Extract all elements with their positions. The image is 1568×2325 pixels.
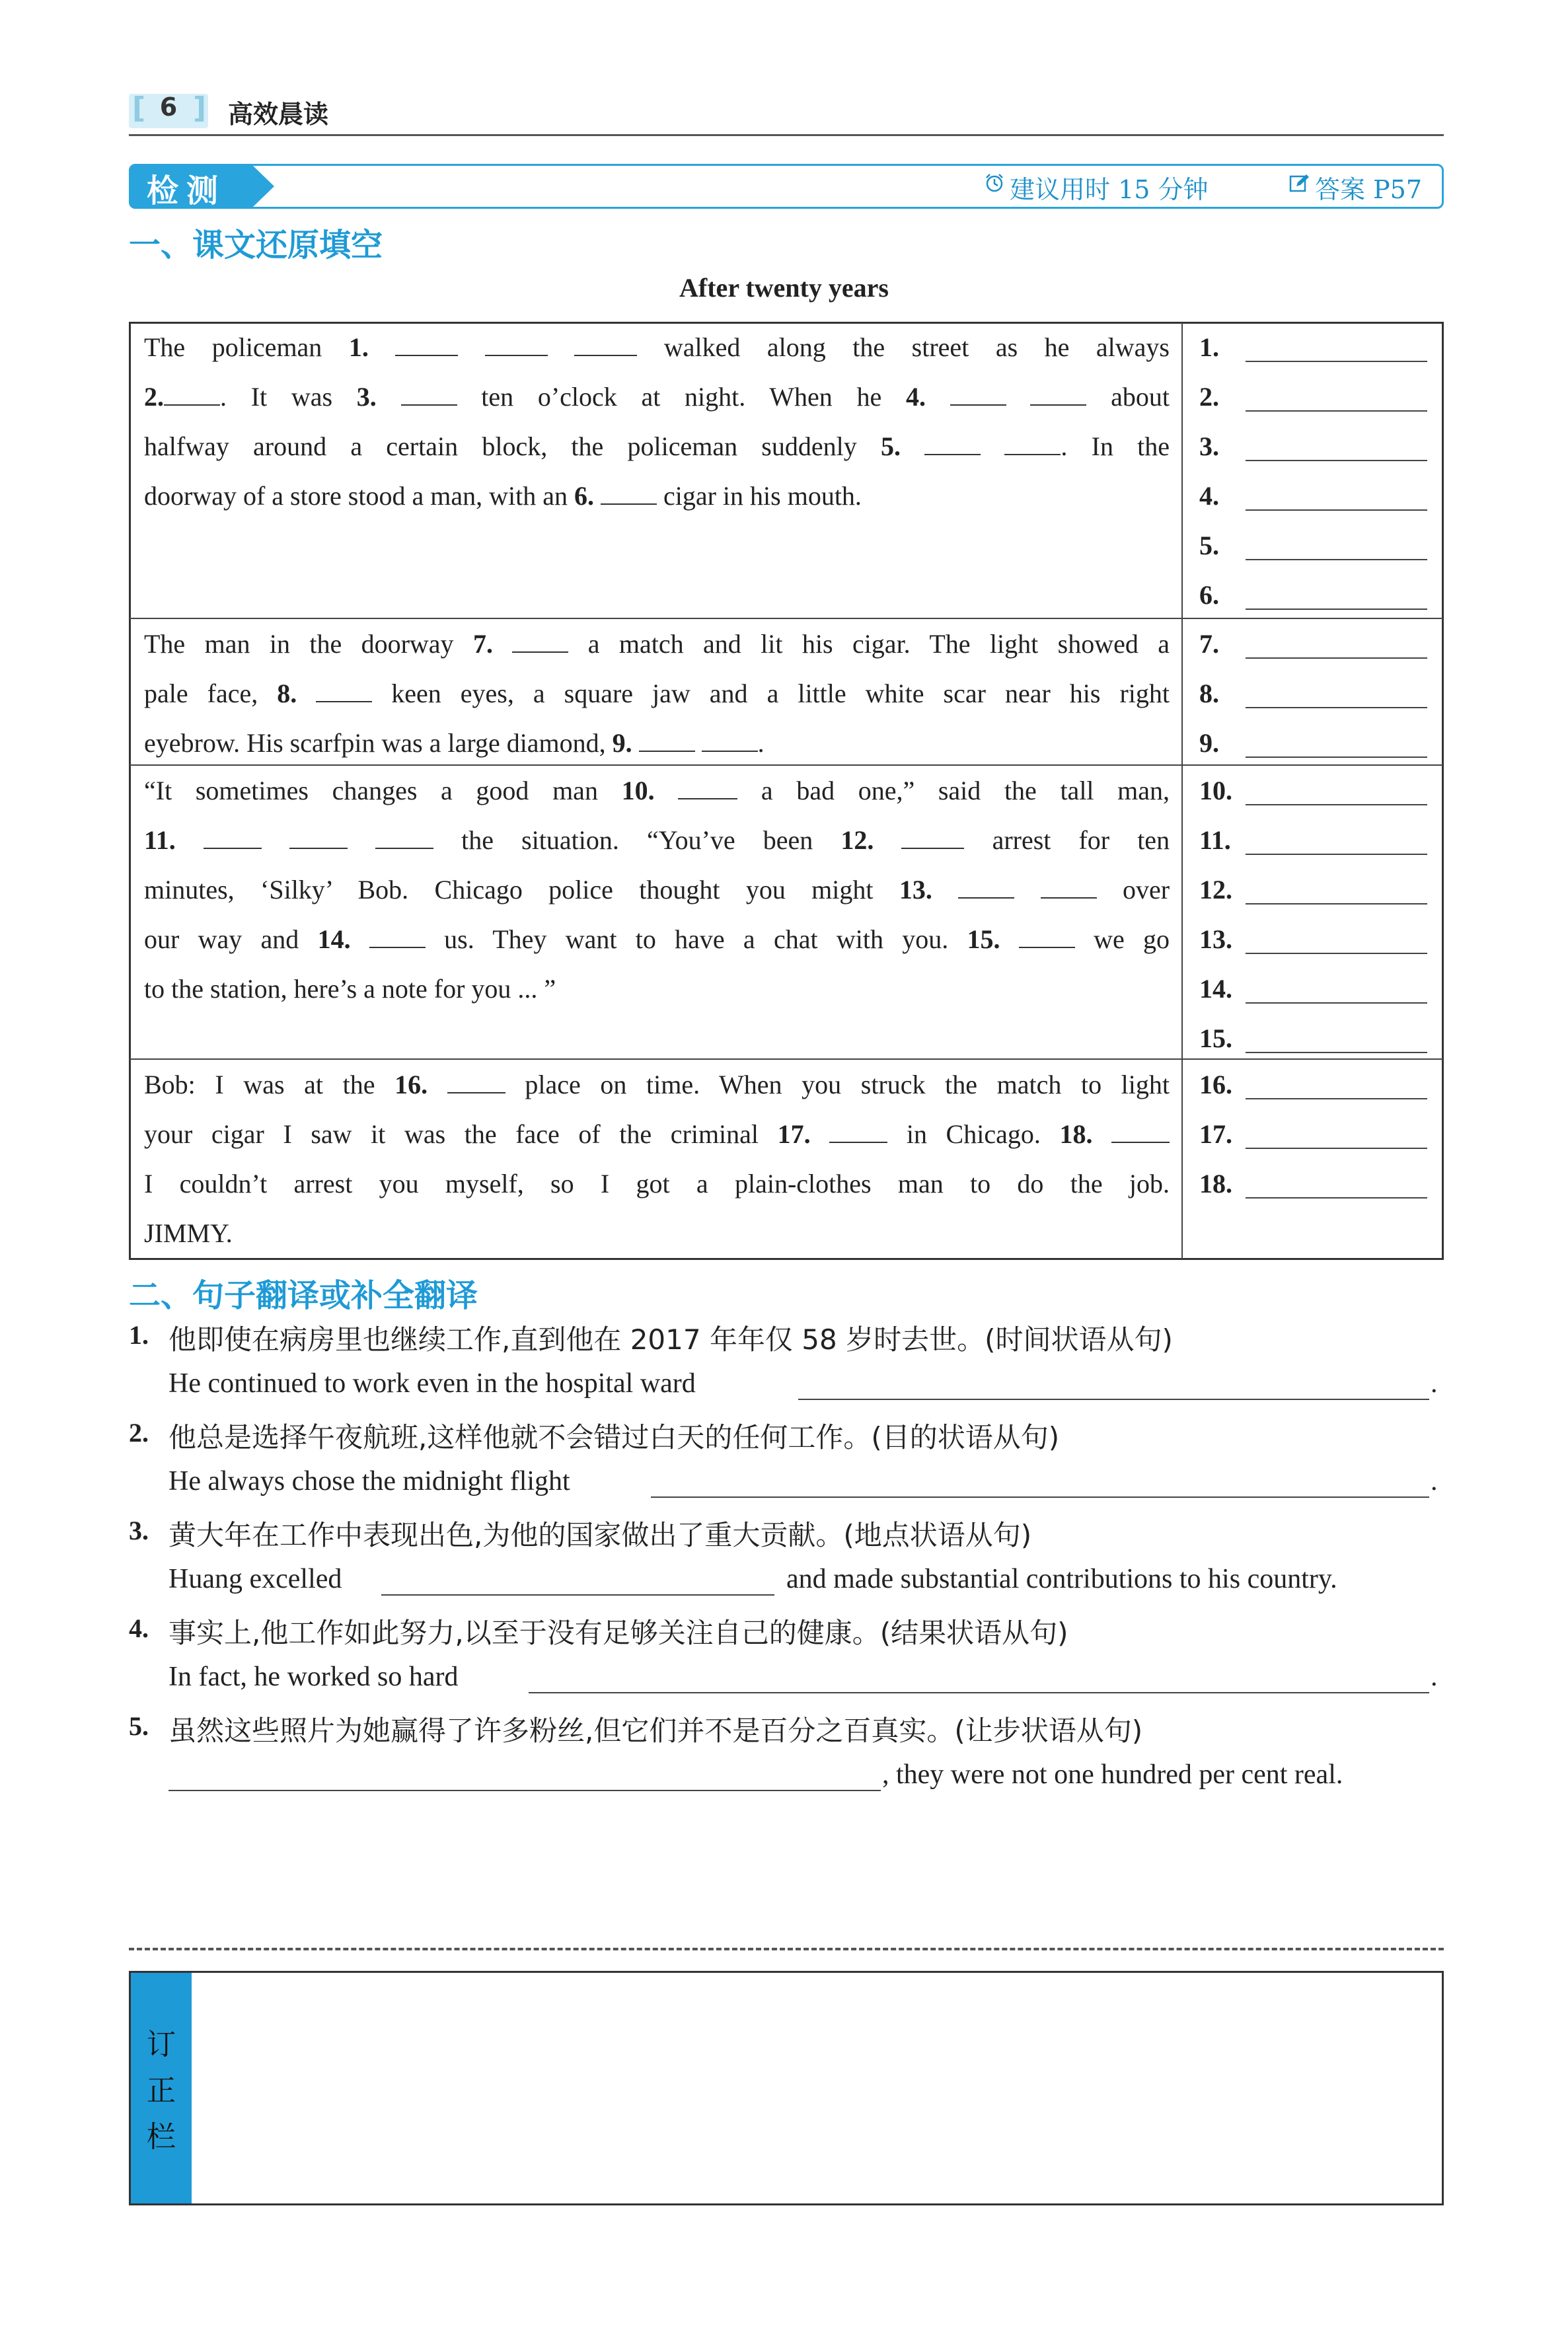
answer-line[interactable] [529, 1692, 1429, 1693]
blank[interactable] [1019, 927, 1075, 948]
blank[interactable] [1041, 877, 1097, 899]
answer-blank[interactable] [1246, 707, 1427, 708]
answer-reference: 答案 P57 [1315, 175, 1423, 204]
answer-label: 8. [1199, 679, 1219, 708]
answer-label: 14. [1199, 974, 1232, 1004]
blank[interactable] [289, 828, 348, 849]
passage-line: eyebrow. His scarfpin was a large diamond, 9. . [144, 728, 765, 758]
answer-label: 1. [1199, 332, 1219, 362]
answer-blank[interactable] [1246, 361, 1427, 362]
section1-title: 一、课文还原填空 [129, 227, 383, 264]
blank[interactable] [601, 484, 657, 505]
passage-line: minutes, ‘Silky’ Bob. Chicago police thought you might 13. over [144, 875, 1170, 904]
blank[interactable] [950, 385, 1006, 406]
blank[interactable] [639, 731, 695, 752]
blank[interactable] [1030, 385, 1086, 406]
passage-line: 2. . It was 3. ten o’clock at night. When he 4. about [144, 382, 1170, 412]
passage-row-3 [144, 766, 1170, 1014]
answer-label: 18. [1199, 1169, 1232, 1199]
answer-line[interactable] [798, 1399, 1429, 1400]
answer-blank[interactable] [1246, 1098, 1427, 1099]
answer-blank[interactable] [1246, 1052, 1427, 1053]
blank[interactable] [204, 828, 262, 849]
blank[interactable] [375, 828, 433, 849]
blank[interactable] [395, 335, 458, 356]
answer-label: 6. [1199, 580, 1219, 610]
passage-row-4 [144, 1060, 1170, 1258]
passage-title: After twenty years [679, 273, 889, 303]
blank[interactable] [316, 681, 372, 702]
answer-label: 4. [1199, 481, 1219, 511]
answer-blank[interactable] [1246, 559, 1427, 560]
answer-line[interactable] [381, 1594, 774, 1596]
blank[interactable] [512, 632, 568, 653]
answer-label: 10. [1199, 776, 1232, 805]
answer-blank[interactable] [1246, 1002, 1427, 1004]
blank[interactable] [485, 335, 548, 356]
header-title: 高效晨读 [228, 100, 329, 129]
answer-label: 15. [1199, 1023, 1232, 1053]
table-column-divider [1181, 322, 1183, 1259]
correction-label: 订 正 栏 [147, 2028, 176, 2154]
edit-icon [1288, 173, 1310, 194]
blank[interactable] [678, 778, 737, 799]
test-banner [129, 164, 1444, 209]
passage-line: “It sometimes changes a good man 10. a bad one,” said the tall man, [144, 776, 1170, 805]
passage-line: 11. the situation. “You’ve been 12. arrest for ten [144, 825, 1170, 855]
answer-label: 2. [1199, 382, 1219, 412]
answer-label: 9. [1199, 728, 1219, 758]
passage-line: The policeman 1. walked along the street as he always [144, 332, 1170, 362]
blank[interactable] [401, 385, 457, 406]
answer-blank[interactable] [1246, 460, 1427, 461]
passage-line: halfway around a certain block, the policeman suddenly 5. . In the [144, 431, 1170, 461]
alarm-clock-icon [985, 173, 1004, 193]
blank[interactable] [1111, 1122, 1170, 1143]
time-hint: 建议用时 15 分钟 [1010, 175, 1209, 204]
blank[interactable] [164, 385, 220, 406]
blank[interactable] [958, 877, 1014, 899]
answer-blank[interactable] [1246, 657, 1427, 659]
blank[interactable] [702, 731, 758, 752]
header-rule [129, 134, 1444, 136]
answer-blank[interactable] [1246, 1148, 1427, 1149]
answer-line[interactable] [651, 1496, 1429, 1498]
passage-line: your cigar I saw it was the face of the criminal 17. in Chicago. 18. [144, 1109, 1170, 1159]
blank[interactable] [447, 1072, 505, 1093]
bracket-right: ] [193, 91, 207, 125]
banner-label: 检测 [147, 172, 227, 209]
blank[interactable] [829, 1122, 887, 1143]
section2-title: 二、句子翻译或补全翻译 [129, 1277, 478, 1314]
answer-blank[interactable] [1246, 609, 1427, 610]
page-number: 6 [159, 92, 178, 122]
blank[interactable] [901, 828, 964, 849]
answer-blank[interactable] [1246, 854, 1427, 855]
blank[interactable] [369, 927, 426, 948]
passage-line: pale face, 8. keen eyes, a square jaw and a little white scar near his right [144, 679, 1170, 708]
passage-row-1 [144, 322, 1170, 521]
passage-line: JIMMY. [144, 1218, 233, 1248]
answer-label: 7. [1199, 629, 1219, 659]
answer-label: 12. [1199, 875, 1232, 904]
answer-blank[interactable] [1246, 410, 1427, 412]
passage-line: Bob: I was at the 16. place on time. When you struck the match to light [144, 1070, 1170, 1099]
passage-line: doorway of a store stood a man, with an 6. cigar in his mouth. [144, 481, 862, 511]
answer-label: 11. [1199, 825, 1231, 855]
blank[interactable] [924, 434, 981, 455]
passage-line: to the station, here’s a note for you ... ” [144, 974, 556, 1004]
correction-box[interactable] [129, 1971, 1444, 2205]
answer-label: 13. [1199, 924, 1232, 954]
blank[interactable] [574, 335, 637, 356]
answer-line[interactable] [168, 1790, 881, 1791]
answer-blank[interactable] [1246, 804, 1427, 805]
passage-line: The man in the doorway 7. a match and lit his cigar. The light showed a [144, 629, 1170, 659]
blank[interactable] [1004, 434, 1061, 455]
passage-line: I couldn’t arrest you myself, so I got a plain-clothes man to do the job. [144, 1169, 1170, 1199]
answer-blank[interactable] [1246, 509, 1427, 511]
answer-blank[interactable] [1246, 757, 1427, 758]
passage-row-2 [144, 619, 1170, 768]
bracket-left: [ [132, 91, 146, 125]
passage-line: our way and 14. us. They want to have a chat with you. 15. we go [144, 924, 1170, 954]
answer-label: 16. [1199, 1070, 1232, 1099]
cut-line [129, 1948, 1444, 1950]
answer-label: 17. [1199, 1119, 1232, 1149]
answer-blank[interactable] [1246, 903, 1427, 904]
answer-label: 5. [1199, 531, 1219, 560]
answer-blank[interactable] [1246, 1197, 1427, 1199]
answer-label: 3. [1199, 431, 1219, 461]
answer-blank[interactable] [1246, 953, 1427, 954]
